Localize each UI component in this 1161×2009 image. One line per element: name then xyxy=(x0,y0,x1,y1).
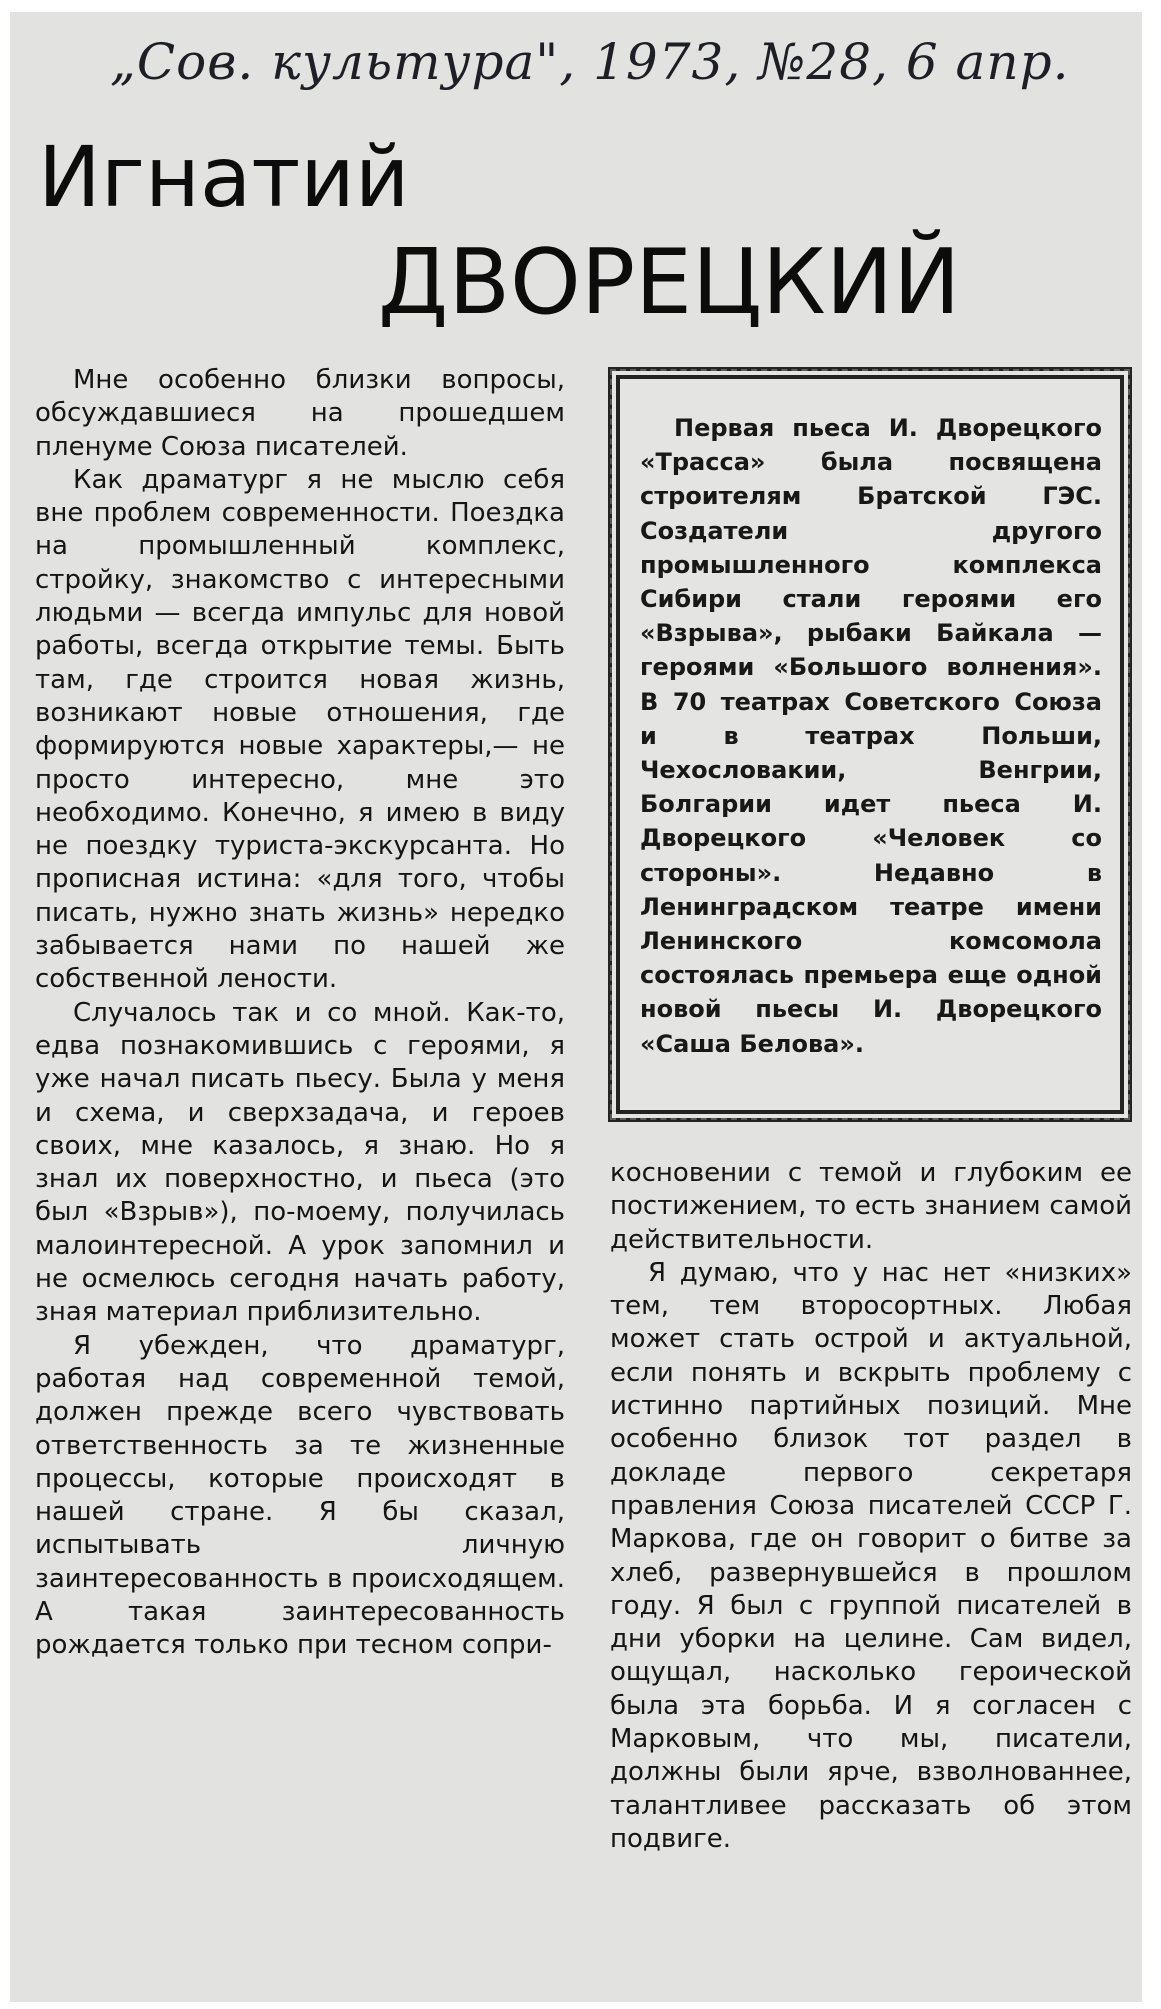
author-info-text: Первая пьеса И. Дворецкого «Трасса» была посвящена строителям Братской ГЭС. Создатели другого промышленного комплекса Сибири стали героями его «Взрыва», рыбаки Байкала — героями «Большого волнения». В 70 театрах Советского Союза и в театрах Польши, Чехословакии, Венгрии, Болгарии идет пьеса И. Дворецкого «Человек со стороны». Недавно в Ленинградском театре имени Ленинского комсомола состоялась премьера еще одной новой пьесы И. Дворецкого «Саша Белова». xyxy=(640,414,1102,1058)
article-paragraph: Как драматург я не мыслю себя вне проблем современности. Поездка на промышленный комплекс, стройку, знакомство с интересными людьми — всегда импульс для новой работы, всегда открытие темы. Быть там, где строится новая жизнь, возникают новые отношения, где формируются новые характеры,— не просто интересно, мне это необходимо. Конечно, я имею в виду не поездку туриста-экскурсанта. Но прописная истина: «для того, чтобы писать, нужно знать жизнь» нередко забывается нами по нашей же собственной лености. xyxy=(35,464,565,995)
article-right-column xyxy=(610,1157,1132,1856)
article-heading-first-name: Игнатий xyxy=(38,128,410,226)
article-paragraph-continued: косновении с темой и глубоким ее постижением, то есть знанием самой действительности. xyxy=(610,1158,1132,1255)
author-info-box xyxy=(608,367,1132,1122)
article-left-column xyxy=(35,364,565,1663)
handwritten-source-note: „Сов. культура", 1973, №28, 6 апр. xyxy=(110,33,1070,91)
newspaper-clipping xyxy=(10,12,1142,2002)
article-heading-surname: ДВОРЕЦКИЙ xyxy=(378,230,961,335)
article-paragraph: Я убежден, что драматург, работая над современной темой, должен прежде всего чувствовать ответственность за те жизненные процессы, которые происходят в нашей стране. Я бы сказал, испытывать личную заинтересованность в происходящем. А такая заинтересованность рождается только при тесном сопри- xyxy=(35,1330,565,1661)
article-paragraph: Случалось так и со мной. Как-то, едва познакомившись с героями, я уже начал писать пьесу. Была у меня и схема, и сверхзадача, и героев своих, мне казалось, я знаю. Но я знал их поверхностно, и пьеса (это был «Взрыв»), по-моему, получилась малоинтересной. А урок запомнил и не осмелюсь сегодня начать работу, зная материал приблизительно. xyxy=(35,997,565,1328)
article-paragraph: Я думаю, что у нас нет «низких» тем, тем второсортных. Любая может стать острой и актуальной, если понять и вскрыть проблему с истинно партийных позиций. Мне особенно близок тот раздел в докладе первого секретаря правления Союза писателей СССР Г. Маркова, где он говорит о битве за хлеб, развернувшейся в прошлом году. Я был с группой писателей в дни уборки на целине. Сам видел, ощущал, насколько героической была эта борьба. И я согласен с Марковым, что мы, писатели, должны были ярче, взволнованнее, талантливее рассказать об этом подвиге. xyxy=(610,1257,1132,1854)
article-paragraph: Мне особенно близки вопросы, обсуждавшиеся на прошедшем пленуме Союза писателей. xyxy=(35,365,565,462)
